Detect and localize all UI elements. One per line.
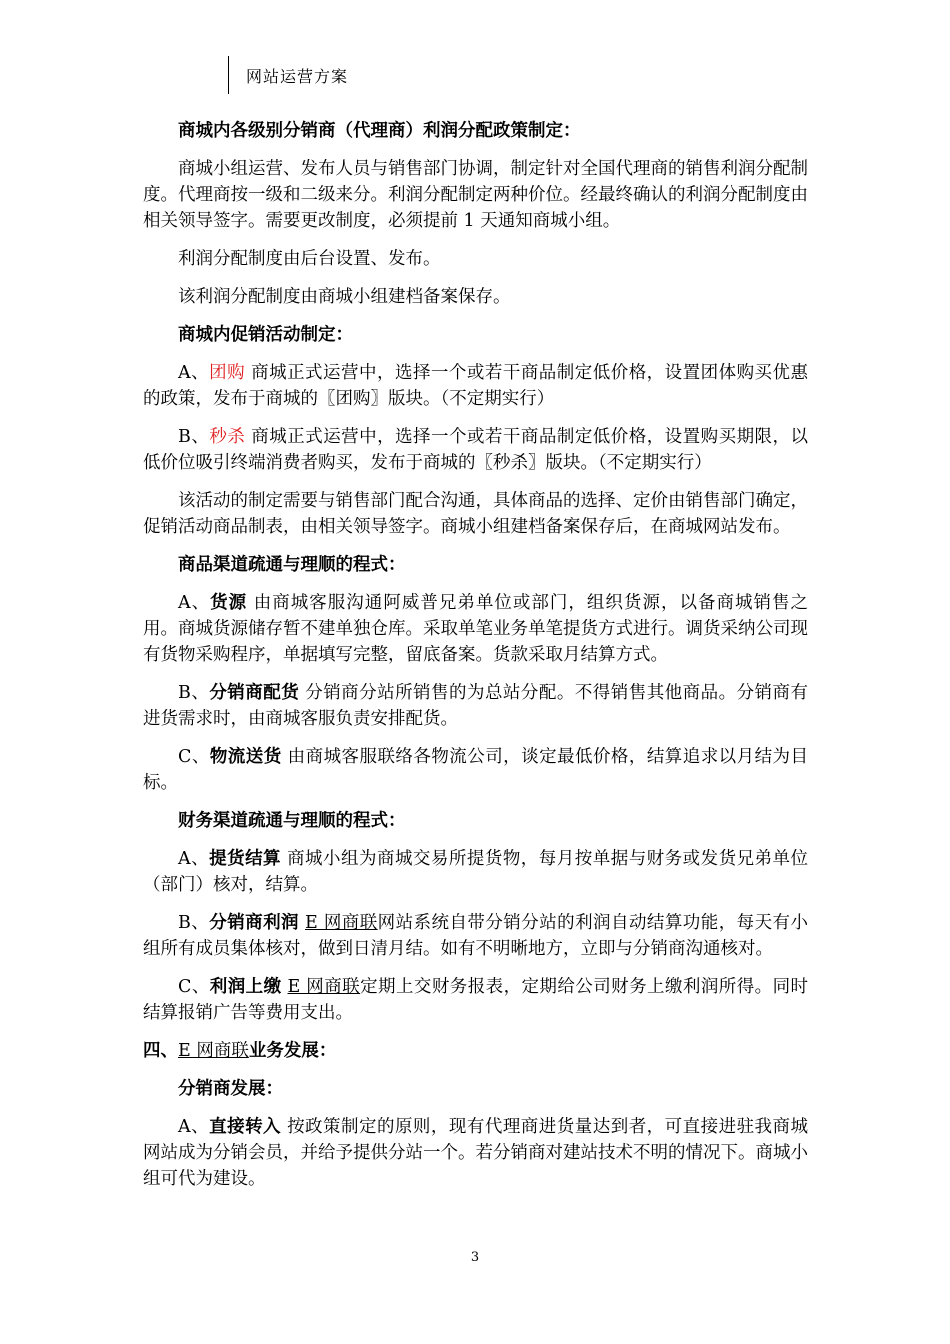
term-direct-transfer: 直接转入 <box>209 1117 282 1137</box>
section-heading-business-development <box>143 1038 808 1064</box>
item-prefix: A、 <box>178 593 211 613</box>
paragraph-profit-policy-2: 利润分配制度由后台设置、发布。 <box>178 249 441 269</box>
paragraph-promotion-process: 该活动的制定需要与销售部门配合沟通，具体商品的选择、定价由销售部门确定，促销活动商品制表，由相关领导签字。商城小组建档备案保存后，在商城网站发布。 <box>143 491 808 537</box>
paragraph-goods-source <box>143 590 808 668</box>
section-heading-finance-channel: 财务渠道疏通与理顺的程式： <box>178 811 406 831</box>
item-prefix: B、 <box>178 683 210 703</box>
item-text: 定期上交财务报表，定期给公司财务上缴利润所得。同时结算报销广告等费用支出。 <box>143 977 809 1023</box>
paragraph-distributor-profit <box>143 910 808 962</box>
item-text: 商城正式运营中，选择一个或若干商品制定低价格，设置团体购买优惠的政策，发布于商城的〖团购〗版块。（不定期实行） <box>143 363 809 409</box>
document-header-title: 网站运营方案 <box>246 67 349 86</box>
paragraph-direct-transfer <box>143 1114 808 1192</box>
item-prefix: A、 <box>178 363 210 383</box>
section-heading-profit-policy: 商城内各级别分销商（代理商）利润分配政策制定： <box>178 121 581 141</box>
paragraph-profit-policy-3: 该利润分配制度由商城小组建档备案保存。 <box>178 287 511 307</box>
item-text: 由商城客服联络各物流公司，谈定最低价格，结算追求以月结为目标。 <box>143 747 809 793</box>
paragraph-group-buy <box>143 360 808 412</box>
term-goods-source: 货源 <box>210 593 248 613</box>
header-divider <box>228 56 229 94</box>
heading-prefix: 四、 <box>143 1041 178 1061</box>
paragraph-logistics <box>143 744 808 796</box>
item-text: 分销商分站所销售的为总站分配。不得销售其他商品。分销商有进货需求时，由商城客服负责安排配货。 <box>143 683 808 729</box>
subheading-distributor-development: 分销商发展： <box>178 1079 283 1099</box>
term-pickup-settlement: 提货结算 <box>209 849 282 869</box>
section-heading-goods-channel: 商品渠道疏通与理顺的程式： <box>178 555 406 575</box>
term-logistics: 物流送货 <box>209 747 282 767</box>
term-profit-remittance: 利润上缴 <box>209 977 282 997</box>
item-prefix: A、 <box>178 849 210 869</box>
item-text: 按政策制定的原则，现有代理商进货量达到者，可直接进驻我商城网站成为分销会员，并给予提供分站一个。若分销商对建站技术不明的情况下。商城小组可代为建设。 <box>143 1117 809 1189</box>
term-group-buy: 团购 <box>209 363 246 383</box>
heading-suffix: 业务发展： <box>248 1041 337 1061</box>
item-text: 由商城客服沟通阿威普兄弟单位或部门，组织货源，以备商城销售之用。商城货源储存暂不建单独仓库。采取单笔业务单笔提货方式进行。调货采纳公司现有货物采购程序，单据填写完整，留底备案。货款采取月结算方式。 <box>143 593 809 665</box>
paragraph-flash-sale <box>143 424 808 476</box>
item-prefix: C、 <box>178 977 210 997</box>
item-prefix: C、 <box>178 747 210 767</box>
item-prefix: B、 <box>178 427 210 447</box>
item-text: 网站系统自带分销分站的利润自动结算功能，每天有小组所有成员集体核对，做到日清月结。如有不明晰地方，立即与分销商沟通核对。 <box>143 913 808 959</box>
section-heading-promotions: 商城内促销活动制定： <box>178 325 353 345</box>
term-distributor-allocation: 分销商配货 <box>209 683 300 703</box>
paragraph-profit-remittance <box>143 974 808 1026</box>
link-e-wangshanglian[interactable]: E 网商联 <box>178 1041 249 1061</box>
paragraph-pickup-settlement <box>143 846 808 898</box>
document-body <box>143 118 808 1204</box>
item-prefix: B、 <box>178 913 210 933</box>
item-prefix: A、 <box>178 1117 210 1137</box>
link-e-wangshanglian[interactable]: E 网商联 <box>287 977 361 997</box>
page-number: 3 <box>470 1250 480 1265</box>
term-flash-sale: 秒杀 <box>209 427 246 447</box>
paragraph-profit-policy-1: 商城小组运营、发布人员与销售部门协调，制定针对全国代理商的销售利润分配制度。代理商按一级和二级来分。利润分配制定两种价位。经最终确认的利润分配制度由相关领导签字。需要更改制度，必须提前 1 天通知商城小组。 <box>143 159 808 231</box>
link-e-wangshanglian[interactable]: E 网商联 <box>305 913 378 933</box>
paragraph-distributor-allocation <box>143 680 808 732</box>
item-text: 商城正式运营中，选择一个或若干商品制定低价格，设置购买期限，以低价位吸引终端消费者购买，发布于商城的〖秒杀〗版块。（不定期实行） <box>143 427 808 473</box>
item-text: 商城小组为商城交易所提货物，每月按单据与财务或发货兄弟单位（部门）核对，结算。 <box>143 849 809 895</box>
term-distributor-profit: 分销商利润 <box>209 913 300 933</box>
